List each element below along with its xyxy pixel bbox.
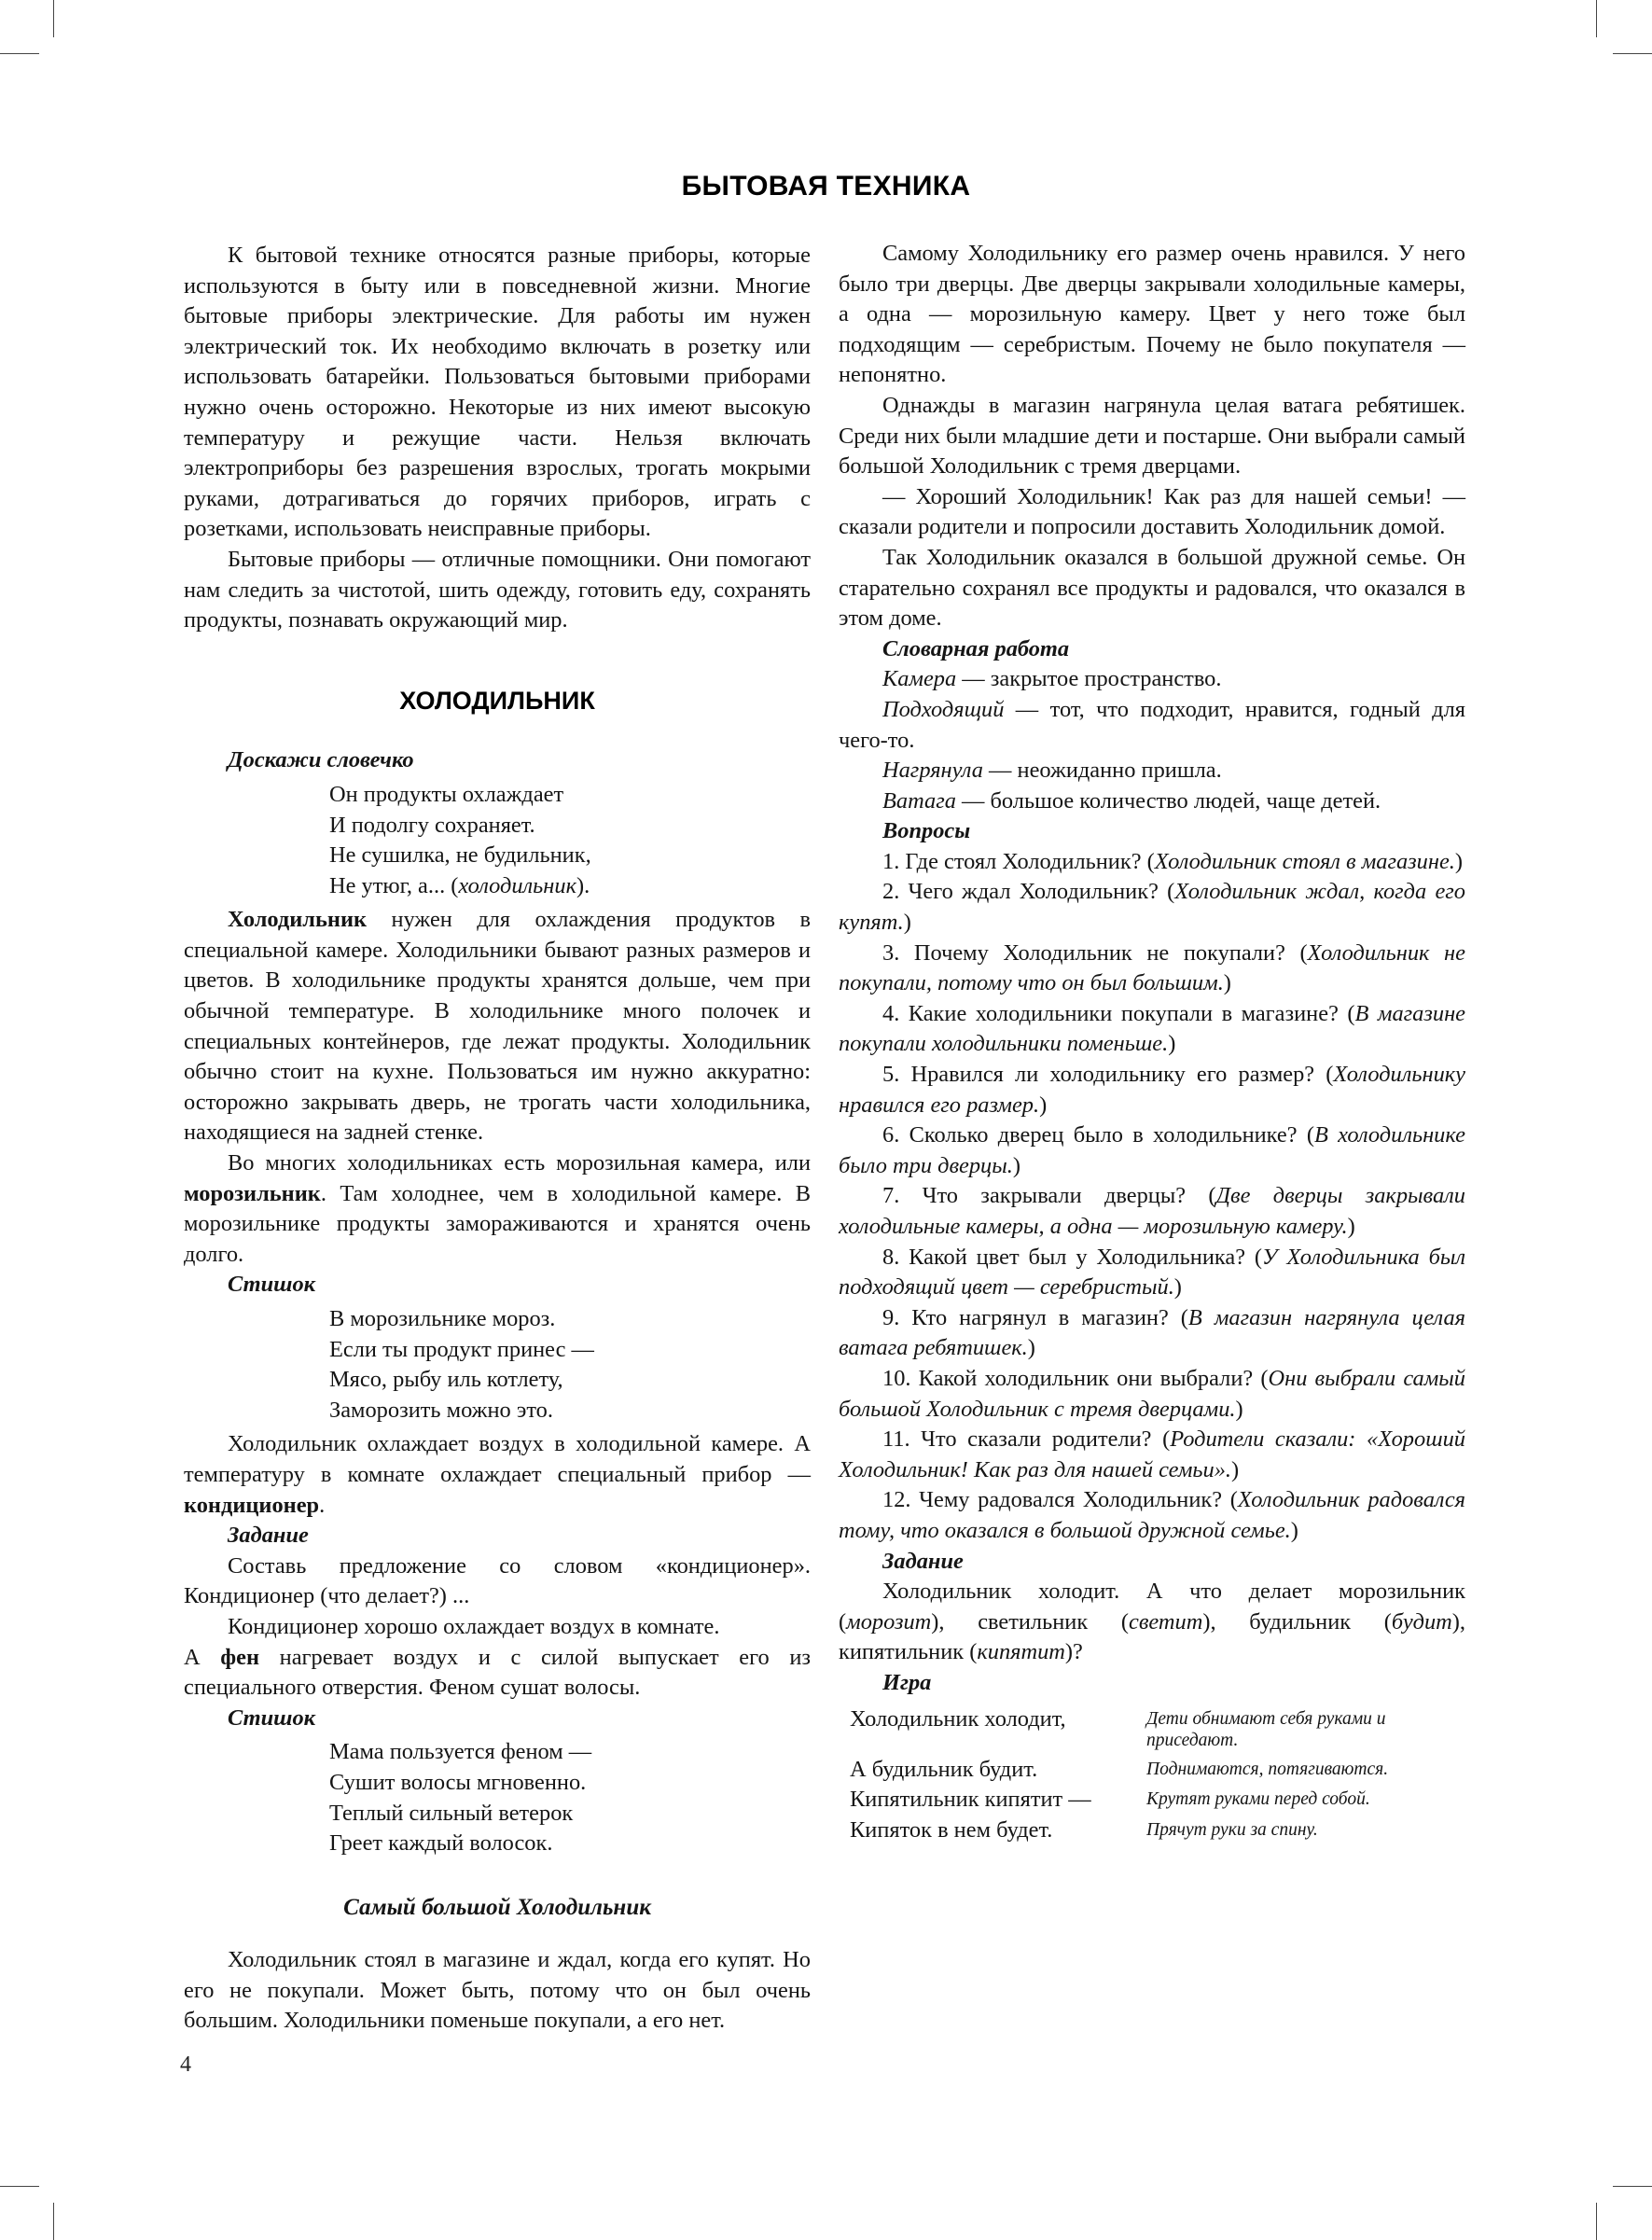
vocab-item — [839, 786, 1465, 817]
story-paragraph: Самому Холодильнику его размер очень нравился. У него было три дверцы. Две дверцы закрывали холодильные камеры, а одна — морозильную камеру. Цвет у него тоже был подходящим — серебристым. Почему не было покупателя — непонятно. — [839, 241, 1465, 388]
vocab-definition: — закрытое пространство. — [956, 666, 1222, 692]
crop-mark — [1596, 0, 1597, 37]
answer-word: кипятит — [977, 1639, 1065, 1665]
question-answer: В магазине покупали холодильники поменьше. — [839, 1000, 1465, 1057]
left-column — [184, 241, 811, 2037]
verse-poem — [329, 1304, 811, 1426]
paragraph-text: . Там холоднее, чем в холодильной камере. В морозильнике продукты замораживаются и хранятся очень долго. — [184, 1180, 811, 1267]
question-text: 10. Какой холодильник они выбрали? ( — [882, 1365, 1269, 1391]
game-action: Поднимаются, потягиваются. — [1146, 1759, 1389, 1779]
poem-line: Теплый сильный ветерок — [329, 1800, 574, 1826]
paragraph-text: . — [319, 1492, 326, 1518]
question-text: 3. Почему Холодильник не покупали? ( — [882, 939, 1308, 966]
riddle-poem — [329, 780, 811, 901]
game-action: Крутят руками перед собой. — [1146, 1789, 1370, 1810]
game-line: Холодильник холодит, — [850, 1705, 1066, 1732]
game-line: Кипятильник кипятит — — [850, 1787, 1091, 1813]
answer-word: морозит — [846, 1608, 932, 1635]
question-answer: Две дверцы закрывали холодильные камеры, а одна — морозильную камеру. — [839, 1183, 1465, 1239]
intro-paragraph: Бытовые приборы — отличные помощники. Они помогают нам следить за чистотой, шить одежду, готовить еду, сохранять продукты, познавать окружающий мир. — [184, 546, 811, 633]
question-answer: Холодильнику нравился его размер. — [839, 1062, 1465, 1118]
story-title: Самый большой Холодильник — [343, 1894, 651, 1920]
question-item — [839, 1485, 1465, 1546]
question-item — [839, 1243, 1465, 1303]
paragraph-text: Холодильник холодит. А что делает морозильник ( — [839, 1579, 1465, 1635]
vocab-term: Ватага — [882, 787, 956, 814]
poem-line: Сушит волосы мгновенно. — [329, 1769, 587, 1795]
question-text: ) — [1027, 1335, 1035, 1361]
question-text: 6. Сколько дверец было в холодильнике? ( — [882, 1122, 1314, 1148]
question-answer: Родители сказали: «Хороший Холодильник! Как раз для нашей семьи». — [839, 1426, 1465, 1482]
crop-mark — [1613, 2186, 1652, 2187]
page-title: БЫТОВАЯ ТЕХНИКА — [681, 171, 971, 202]
right-column — [839, 239, 1465, 1845]
question-text: 9. Кто нагрянул в магазин? ( — [882, 1304, 1188, 1330]
question-answer: В магазин нагрянула целая ватага ребятишек. — [839, 1304, 1465, 1361]
crop-mark — [53, 0, 54, 37]
paragraph-text: А — [184, 1644, 221, 1670]
question-answer: У Холодильника был подходящий цвет — серебристый. — [839, 1244, 1465, 1301]
question-item — [839, 1303, 1465, 1364]
vocab-term: Нагрянула — [882, 758, 983, 784]
aircon-sentence: Кондиционер хорошо охлаждает воздух в комнате. — [228, 1613, 720, 1639]
story-paragraph: Холодильник стоял в магазине и ждал, когда его купят. Но его не покупали. Может быть, потому что он был очень большим. Холодильники поменьше покупали, а его нет. — [184, 1947, 811, 2034]
task-heading: Задание — [882, 1548, 964, 1574]
game-line: Кипяток в нем будет. — [850, 1816, 1053, 1843]
paragraph-text: Во многих холодильниках есть морозильная камера, или — [228, 1150, 811, 1176]
freezer-paragraph — [184, 1148, 811, 1270]
paragraph-text: нагревает воздух и с силой выпускает его из специального отверстия. Феном сушат волосы. — [184, 1644, 812, 1701]
poem-line: Мама пользуется феном — — [329, 1739, 592, 1765]
question-item — [839, 1060, 1465, 1120]
question-text: 12. Чему радовался Холодильник? ( — [882, 1487, 1238, 1513]
question-text: 8. Какой цвет был у Холодильника? ( — [882, 1244, 1263, 1270]
game-table — [839, 1704, 1465, 1846]
question-text: ) — [903, 910, 911, 936]
vocab-item — [839, 756, 1465, 786]
question-item — [839, 1425, 1465, 1485]
question-item — [839, 1181, 1465, 1242]
term-bold: фен — [220, 1644, 260, 1670]
crop-mark — [1596, 2203, 1597, 2240]
question-answer: Холодильник стоял в магазине. — [1154, 848, 1455, 874]
question-text: ) — [1231, 1456, 1240, 1482]
game-row — [839, 1755, 1465, 1786]
question-item — [839, 939, 1465, 999]
question-text: ) — [1173, 1274, 1182, 1301]
question-text: 7. Что закрывали дверцы? ( — [882, 1183, 1216, 1209]
question-answer: Холодильник ждал, когда его купят. — [839, 879, 1465, 936]
question-text: ) — [1168, 1031, 1176, 1057]
vocab-definition: — тот, что подходит, нравится, годный для чего-то. — [839, 696, 1465, 753]
question-text: ) — [1454, 848, 1464, 874]
aircon-paragraph — [184, 1429, 811, 1521]
poem-text: ). — [576, 872, 590, 898]
game-row — [839, 1785, 1465, 1816]
poem-line: Греет каждый волосок. — [329, 1830, 553, 1857]
vocab-definition: — неожиданно пришла. — [982, 758, 1222, 784]
vocab-term: Камера — [882, 666, 957, 692]
poem-text: Не утюг, а... ( — [329, 872, 459, 898]
paragraph-text: нужен для охлаждения продуктов в специальной камере. Холодильники бывают разных размеров и цветов. В холодильнике продукты хранятся дольше, чем при обычной температуре. В холодильнике много полочек и специальных контейнеров, где лежат продукты. Холодильник обычно стоит на кухне. Пользоваться им нужно аккуратно: осторожно закрывать дверь, не трогать части холодильника, находящиеся на задней стенке. — [184, 907, 811, 1146]
poem-line: Заморозить можно это. — [329, 1397, 553, 1423]
crop-mark — [0, 2186, 39, 2187]
riddle-answer: холодильник — [458, 872, 576, 898]
vocab-item — [839, 664, 1465, 695]
questions-heading: Вопросы — [882, 818, 971, 844]
term-bold: морозильник — [184, 1180, 321, 1206]
question-text: ) — [1290, 1517, 1298, 1543]
fridge-paragraph — [184, 905, 811, 1148]
poem-line: В морозильнике мороз. — [329, 1306, 556, 1331]
poem-line: Если ты продукт принес — — [329, 1336, 594, 1362]
question-item — [839, 999, 1465, 1060]
question-answer: Они выбрали самый большой Холодильник с тремя дверцами. — [839, 1365, 1465, 1422]
riddle-heading: Доскажи словечко — [228, 747, 414, 773]
vocab-heading: Словарная работа — [882, 635, 1070, 661]
page-number: 4 — [180, 2052, 191, 2077]
crop-mark — [1613, 53, 1652, 54]
vocab-item — [839, 695, 1465, 756]
question-text: ) — [1012, 1152, 1020, 1178]
poem-line — [329, 871, 811, 902]
question-list — [839, 847, 1465, 1547]
question-text: 2. Чего ждал Холодильник? ( — [882, 879, 1175, 905]
game-row — [839, 1704, 1465, 1755]
answer-word: будит — [1391, 1608, 1452, 1635]
game-line: А будильник будит. — [850, 1756, 1038, 1782]
question-text: 4. Какие холодильники покупали в магазине? ( — [882, 1000, 1355, 1026]
task-paragraph: Составь предложение со словом «кондиционер». Кондиционер (что делает?) ... — [184, 1552, 811, 1609]
section-title: ХОЛОДИЛЬНИК — [399, 686, 595, 715]
question-item — [839, 1364, 1465, 1425]
question-text: ) — [1235, 1396, 1243, 1422]
poem-line: И подолгу сохраняет. — [329, 812, 535, 838]
game-action: Дети обнимают себя руками и приседают. — [1146, 1708, 1386, 1750]
crop-mark — [0, 53, 39, 54]
game-heading: Игра — [882, 1669, 932, 1695]
question-text: ) — [1223, 970, 1231, 996]
game-row — [839, 1816, 1465, 1846]
question-text: ) — [1039, 1092, 1048, 1118]
story-paragraph: Так Холодильник оказался в большой дружной семье. Он старательно сохранял все продукты и радовался, что оказался в этом доме. — [839, 544, 1465, 632]
term-bold: кондиционер — [184, 1492, 320, 1518]
paragraph-text: ), светильник ( — [931, 1608, 1129, 1635]
question-text: 5. Нравился ли холодильнику его размер? ( — [882, 1062, 1334, 1088]
term-bold: Холодильник — [228, 907, 368, 933]
question-item — [839, 877, 1465, 938]
paragraph-text: ), кипятильник ( — [839, 1608, 1466, 1665]
verse-heading: Стишок — [228, 1272, 316, 1298]
question-item — [839, 1120, 1465, 1181]
story-paragraph: Однажды в магазин нагрянула целая ватага ребятишек. Среди них были младшие дети и постарше. Они выбрали самый большой Холодильник с тремя дверцами. — [839, 392, 1465, 480]
task-heading: Задание — [228, 1523, 309, 1549]
paragraph-text: ), будильник ( — [1202, 1608, 1392, 1635]
intro-paragraph: К бытовой технике относятся разные приборы, которые используются в быту или в повседневной жизни. Многие бытовые приборы электрические. Для работы им нужен электрический ток. Их необходимо включать в розетку или использовать батарейки. Пользоваться бытовыми приборами нужно очень осторожно. Некоторые из них имеют высокую температуру и режущие части. Нельзя включать электроприборы без разрешения взрослых, трогать мокрыми руками, дотрагиваться до горячих приборов, играть с розетками, использовать неисправные приборы. — [184, 243, 811, 542]
vocab-definition: — большое количество людей, чаще детей. — [955, 787, 1381, 814]
hairdryer-paragraph — [184, 1643, 811, 1704]
question-answer: Холодильник не покупали, потому что он был большим. — [839, 939, 1465, 996]
poem-line: Не сушилка, не будильник, — [329, 842, 591, 869]
vocab-term: Подходящий — [882, 696, 1005, 722]
crop-mark — [53, 2203, 54, 2240]
poem-line: Мясо, рыбу иль котлету, — [329, 1367, 563, 1393]
question-answer: В холодильнике было три дверцы. — [839, 1122, 1465, 1178]
poem-line: Он продукты охлаждает — [329, 781, 564, 807]
verse-heading: Стишок — [228, 1704, 316, 1731]
verse-poem — [329, 1737, 811, 1858]
game-action: Прячут руки за спину. — [1146, 1819, 1318, 1840]
answer-word: светит — [1129, 1608, 1203, 1635]
question-item — [839, 847, 1465, 878]
story-paragraph: — Хороший Холодильник! Как раз для нашей семьи! — сказали родители и попросили доставить Холодильник домой. — [839, 483, 1465, 540]
task-paragraph — [839, 1577, 1465, 1668]
paragraph-text: )? — [1064, 1639, 1083, 1665]
paragraph-text: Холодильник охлаждает воздух в холодильной камере. А температуру в комнате охлаждает специальный прибор — — [184, 1431, 811, 1487]
question-text: 11. Что сказали родители? ( — [882, 1426, 1171, 1453]
question-text: ) — [1347, 1214, 1355, 1239]
question-text: 1. Где стоял Холодильник? ( — [882, 848, 1155, 874]
question-answer: Холодильник радовался тому, что оказался в большой дружной семье. — [839, 1487, 1465, 1543]
